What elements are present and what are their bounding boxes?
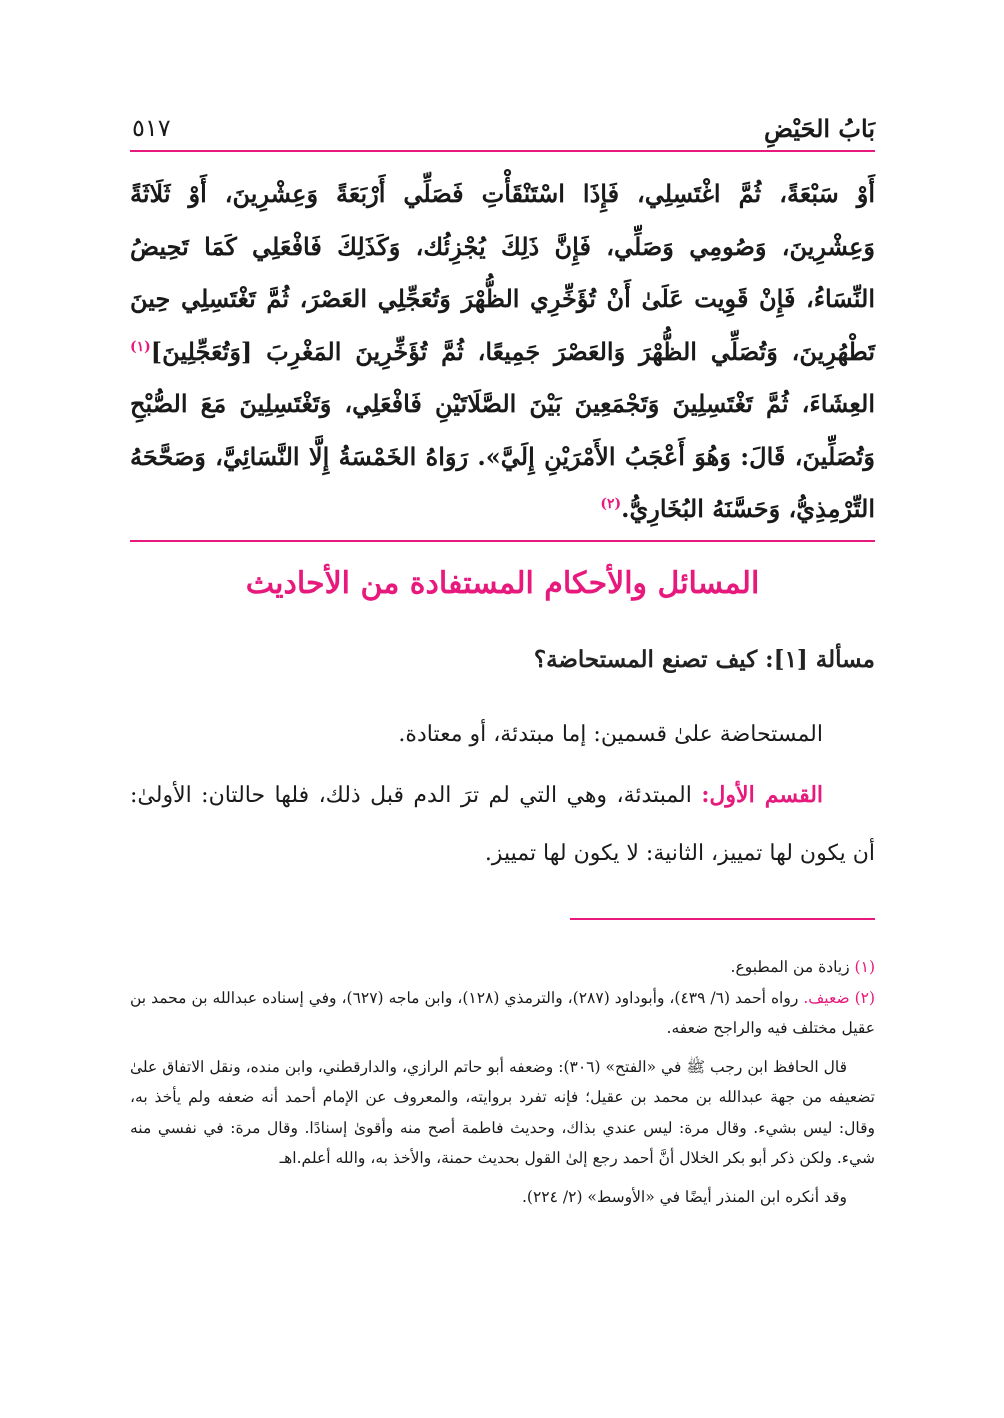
hadith-text xyxy=(130,168,875,536)
footnote-2-paragraph-3: وقد أنكره ابن المنذر أيضًا في «الأوسط» (٢/ ٢٢٤). xyxy=(522,1187,847,1206)
issue-title: مسألة [١]: كيف تصنع المستحاضة؟ xyxy=(533,646,875,673)
chapter-title: بَابُ الحَيْضِ xyxy=(763,114,875,143)
hadith-part-2: العِشَاءَ، ثُمَّ تَغْتَسِلِينَ وَتَجْمَعِينَ بَيْنَ الصَّلَاتَيْنِ فَافْعَلِي، وَتَغْتَسِلِينَ مَعَ الصُّبْحِ وَتُصَلِّينَ، قَالَ: وَهُوَ أَعْجَبُ الأَمْرَيْنِ إِلَيَّ». رَوَاهُ الخَمْسَةُ إِلَّا النَّسَائِيَّ، وَصَحَّحَهُ التِّرْمِذِيُّ، وَحَسَّنَهُ البُخَارِيُّ. xyxy=(130,389,876,523)
footnote-2-paragraph-2: قال الحافظ ابن رجب ﷺ في «الفتح» (٣٠٦): وضعفه أبو حاتم الرازي، والدارقطني، وابن منده، ونقل الاتفاق علىٰ تضعيفه من جهة عبدالله بن محمد بن عقيل؛ فإنه تفرد بروايته، والمعروف عن الإمام أحمد أنه ضعفه ولم يأخذ به، وقال: ليس بشيء. وقال مرة: ليس عندي بذاك، وحديث فاطمة أصح منه وأقوىٰ إسنادًا. وقال مرة: في نفسي منه شيء. ولكن ذكر أبو بكر الخلال أنَّ أحمد رجع إلىٰ القول بحديث حمنة، والأخذ به، والله أعلم.اهـ xyxy=(130,1057,875,1167)
section-rule xyxy=(130,540,875,542)
body-paragraph-2 xyxy=(130,766,875,883)
body-line-1: المستحاضة علىٰ قسمين: إما مبتدئة، أو معتادة. xyxy=(398,722,823,747)
part1-text: المبتدئة، وهي التي لم ترَ الدم قبل ذلك، فلها حالتان: الأولىٰ: أن يكون لها تمييز، الثانية: لا يكون لها تمييز. xyxy=(130,783,875,866)
body-paragraph-1 xyxy=(130,706,875,764)
footnote-1-text: زيادة من المطبوع. xyxy=(730,958,855,976)
footnote-ref-2: (٢) xyxy=(600,496,622,512)
footnote-rule xyxy=(570,918,875,920)
footnote-2 xyxy=(130,983,875,1044)
hadith-part-1: أَوْ سَبْعَةً، ثُمَّ اغْتَسِلِي، فَإِذَا اسْتَنْقَأْتِ فَصَلِّي أَرْبَعَةً وَعِشْرِينَ، أَوْ ثَلَاثَةً وَعِشْرِينَ، وَصُومِي وَصَلِّي، فَإِنَّ ذَلِكَ يُجْزِئُك، وَكَذَلِكَ فَافْعَلِي كَمَا تَحِيضُ النِّسَاءُ، فَإِنْ قَوِيت عَلَىٰ أَنْ تُؤَخِّرِي الظُّهْرَ وَتُعَجِّلِي العَصْرَ، ثُمَّ تَغْتَسِلِي حِينَ تَطْهُرِينَ، وَتُصَلِّي الظُّهْرَ وَالعَصْرَ جَمِيعًا، ثُمَّ تُؤَخِّرِينَ المَغْرِبَ [وَتُعَجِّلِينَ] xyxy=(130,179,876,366)
footnotes xyxy=(130,952,875,1212)
page-header xyxy=(130,112,875,152)
footnote-1 xyxy=(130,952,875,983)
section-heading: المسائل والأحكام المستفادة من الأحاديث xyxy=(245,566,760,601)
footnote-2-text: رواه أحمد (٦/ ٤٣٩)، وأبوداود (٢٨٧)، والترمذي (١٢٨)، وابن ماجه (٦٢٧)، وفي إسناده عبدالله بن محمد بن عقيل مختلف فيه والراجح ضعفه. xyxy=(130,988,875,1037)
footnote-1-number: (١) xyxy=(854,958,875,976)
footnote-ref-1: (١) xyxy=(130,338,151,355)
page-number: ٥١٧ xyxy=(132,114,171,142)
part1-label: القسم الأول: xyxy=(701,782,824,808)
footnote-2-number: (٢) ضعيف. xyxy=(803,988,876,1007)
header-rule xyxy=(130,150,875,152)
